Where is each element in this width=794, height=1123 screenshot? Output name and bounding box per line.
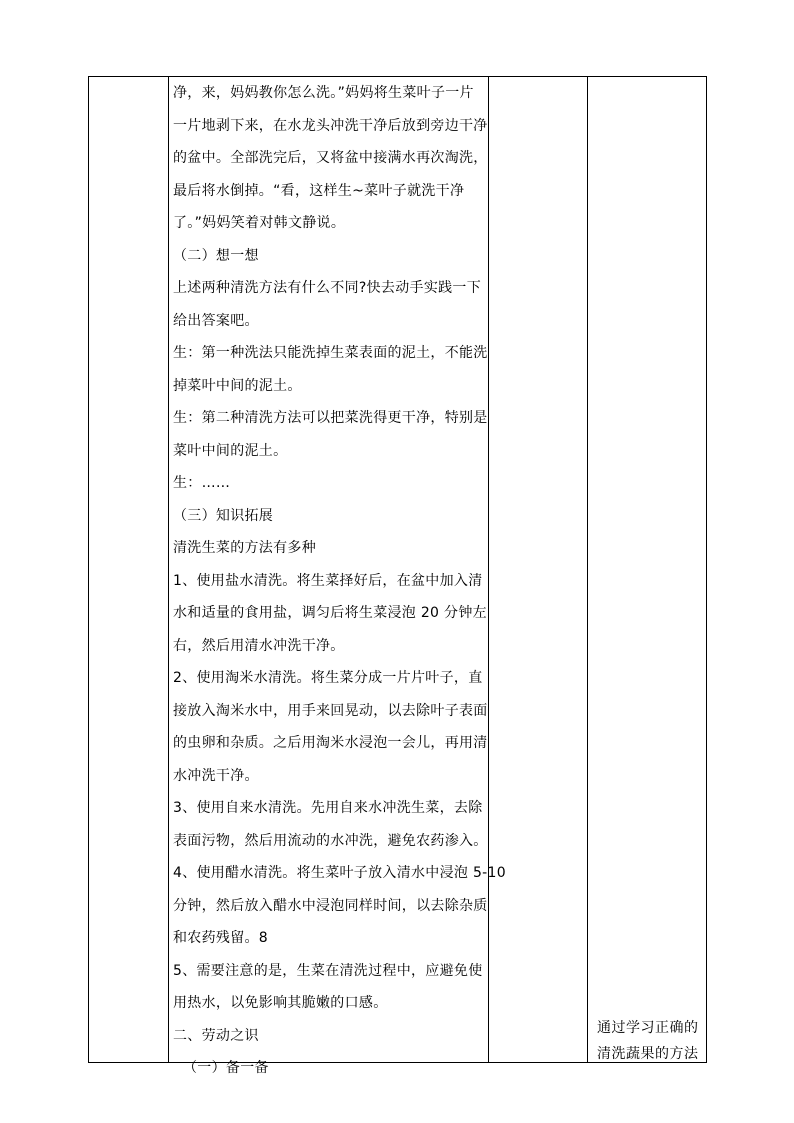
section-heading: （一）备一备 <box>183 1060 269 1076</box>
section-heading: （三）知识拓展 <box>173 507 274 524</box>
text-line: 水冲洗干净。 <box>173 767 259 784</box>
text-line: 5、需要注意的是，生菜在清洗过程中，应避免使 <box>173 962 483 979</box>
text-line: 3、使用自来水清洗。先用自来水冲洗生菜，去除 <box>173 800 483 816</box>
objective-line: 清洗蔬果的方法 <box>597 1046 699 1062</box>
text-line: 生：第一种洗法只能洗掉生菜表面的泥土，不能洗 <box>173 345 488 361</box>
text-line: 用热水，以免影响其脆嫩的口感。 <box>173 995 388 1011</box>
text-line: 和农药残留。8 <box>173 930 269 946</box>
text-line: 表面污物，然后用流动的水冲洗，避免农药渗入。 <box>173 832 488 849</box>
text-line: 生：第二种清洗方法可以把菜洗得更干净，特别是 <box>173 410 488 426</box>
column-divider <box>587 77 588 1062</box>
text-line: 给出答案吧。 <box>173 312 259 329</box>
content-column <box>169 77 506 1085</box>
text-line: 上述两种清洗方法有什么不同?快去动手实践一下 <box>173 280 482 296</box>
objective-line: 通过学习正确的 <box>597 1020 699 1036</box>
text-line: 最后将水倒掉。“看，这样生~菜叶子就洗干净 <box>173 182 465 199</box>
text-line: 的虫卵和杂质。之后用淘米水浸泡一会儿，再用清 <box>173 735 488 751</box>
text-line: 水和适量的食用盐，调匀后将生菜浸泡 20 分钟左 <box>173 605 487 621</box>
text-line: 了。”妈妈笑着对韩文静说。 <box>173 215 346 231</box>
lesson-table <box>88 76 707 1076</box>
text-line: 接放入淘米水中，用手来回晃动，以去除叶子表面 <box>173 702 488 719</box>
text-line: 1、使用盐水清洗。将生菜择好后，在盆中加入清 <box>173 572 483 589</box>
text-line: 生：…… <box>173 475 231 491</box>
text-line: 2、使用淘米水清洗。将生菜分成一片片叶子，直 <box>173 670 483 686</box>
text-line: 分钟，然后放入醋水中浸泡同样时间，以去除杂质 <box>173 897 488 914</box>
text-line: 4、使用醋水清洗。将生菜叶子放入清水中浸泡 5-10 <box>173 865 506 881</box>
text-line: 菜叶中间的泥土。 <box>173 442 288 459</box>
text-line: 净，来，妈妈教你怎么洗。”妈妈将生菜叶子一片 <box>173 85 474 101</box>
text-line: 一片地剥下来，在水龙头冲洗干净后放到旁边干净 <box>173 117 488 134</box>
objective-column <box>593 1015 708 1067</box>
text-line: 掉菜叶中间的泥土。 <box>173 377 302 394</box>
section-heading: （二）想一想 <box>173 247 259 264</box>
text-line: 右，然后用清水冲洗干净。 <box>173 637 345 654</box>
text-line: 的盆中。全部洗完后，又将盆中接满水再次淘洗， <box>173 150 488 166</box>
text-line: 清洗生菜的方法有多种 <box>173 540 316 556</box>
section-heading: 二、劳动之识 <box>173 1027 259 1044</box>
